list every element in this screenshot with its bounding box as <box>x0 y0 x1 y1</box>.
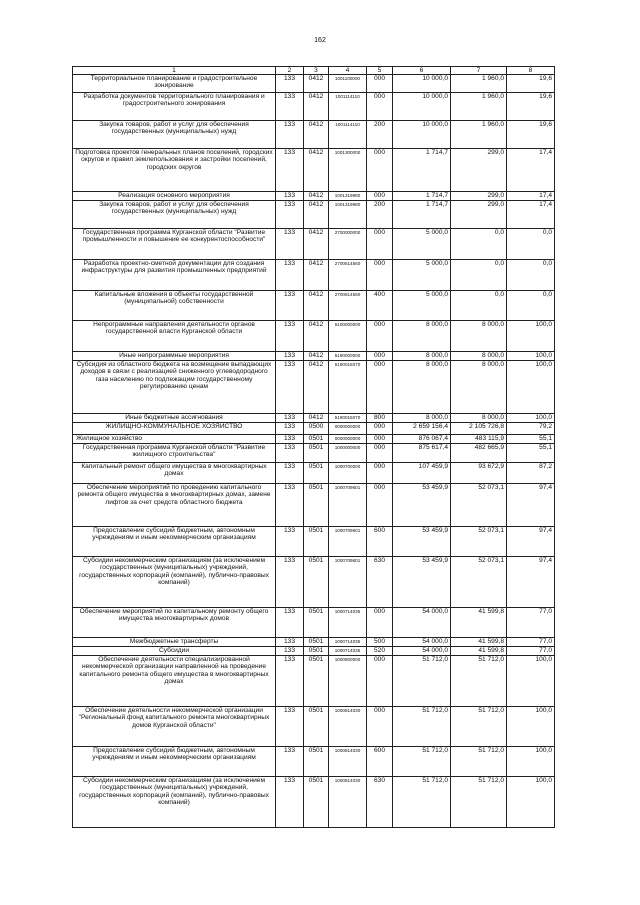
expense-type-code: 000 <box>367 321 393 352</box>
planned-amount: 107 459,9 <box>393 463 451 484</box>
row-name: Жилищное хозяйство <box>73 435 276 444</box>
planned-amount: 1 714,7 <box>393 192 451 201</box>
target-article-code: 1000709601 <box>329 527 367 557</box>
planned-amount: 8 000,0 <box>393 414 451 423</box>
section-code: 0501 <box>304 656 329 707</box>
target-article-code: 0000000000 <box>329 423 367 435</box>
target-article-code: 1000000000 <box>329 444 367 463</box>
target-article-code: 1001300000 <box>329 149 367 192</box>
expense-type-code: 630 <box>367 557 393 608</box>
row-name: Субсидия из областного бюджета на возмещение выпадающих доходов в связи с реализацией сниженного углеводородного газа населению по подлежащим государственному регулированию ценам <box>73 361 276 414</box>
admin-code: 133 <box>276 647 304 656</box>
column-number: 2 <box>276 67 304 75</box>
section-code: 0500 <box>304 423 329 435</box>
executed-amount: 52 073,1 <box>451 557 507 608</box>
admin-code: 133 <box>276 192 304 201</box>
expense-type-code: 000 <box>367 361 393 414</box>
execution-percent: 97,4 <box>507 484 555 527</box>
executed-amount: 299,0 <box>451 192 507 201</box>
execution-percent: 0,0 <box>507 291 555 321</box>
execution-percent: 19,6 <box>507 75 555 93</box>
column-number: 7 <box>451 67 507 75</box>
row-name: Субсидии некоммерческим организациям (за исключением государственных (муниципальных) учреждений, государственных корпораций (компаний), публично-правовых компаний) <box>73 557 276 608</box>
target-article-code: 1000700000 <box>329 463 367 484</box>
target-article-code: 1000714035 <box>329 638 367 647</box>
target-article-code: 1001319980 <box>329 201 367 229</box>
admin-code: 133 <box>276 75 304 93</box>
expense-type-code: 000 <box>367 75 393 93</box>
execution-percent: 55,1 <box>507 444 555 463</box>
admin-code: 133 <box>276 444 304 463</box>
planned-amount: 54 000,0 <box>393 638 451 647</box>
planned-amount: 8 000,0 <box>393 361 451 414</box>
execution-percent: 79,2 <box>507 423 555 435</box>
target-article-code: 1000709601 <box>329 557 367 608</box>
section-code: 0412 <box>304 149 329 192</box>
table-row <box>73 93 555 121</box>
row-name: Обеспечение деятельности специализированной некоммерческой организации направленной на проведение капитального ремонта общего имущества в многоквартирных домах <box>73 656 276 707</box>
executed-amount: 1 960,0 <box>451 93 507 121</box>
table-row <box>73 229 555 260</box>
expense-type-code: 000 <box>367 484 393 527</box>
column-number: 3 <box>304 67 329 75</box>
execution-percent: 100,0 <box>507 707 555 747</box>
expense-type-code: 000 <box>367 260 393 291</box>
section-code: 0501 <box>304 777 329 828</box>
expense-type-code: 800 <box>367 414 393 423</box>
row-name: ЖИЛИЩНО-КОММУНАЛЬНОЕ ХОЗЯЙСТВО <box>73 423 276 435</box>
planned-amount: 51 712,0 <box>393 656 451 707</box>
table-row <box>73 192 555 201</box>
planned-amount: 51 712,0 <box>393 747 451 777</box>
admin-code: 133 <box>276 777 304 828</box>
section-code: 0501 <box>304 463 329 484</box>
page-number: 162 <box>314 37 326 44</box>
row-name: Капитальный ремонт общего имущества в многоквартирных домах <box>73 463 276 484</box>
planned-amount: 53 459,9 <box>393 557 451 608</box>
admin-code: 133 <box>276 414 304 423</box>
section-code: 0501 <box>304 608 329 638</box>
execution-percent: 0,0 <box>507 229 555 260</box>
execution-percent: 100,0 <box>507 352 555 361</box>
row-name: Обеспечение мероприятий по проведению капитального ремонта общего имущества в многоквартирных домах, замене лифтов за счет средств областного бюджета <box>73 484 276 527</box>
table-row <box>73 149 555 192</box>
target-article-code: 1001114110 <box>329 121 367 149</box>
column-number-row <box>73 67 555 75</box>
target-article-code: 1001319980 <box>329 192 367 201</box>
execution-percent: 17,4 <box>507 149 555 192</box>
executed-amount: 51 712,0 <box>451 777 507 828</box>
column-number: 8 <box>507 67 555 75</box>
planned-amount: 5 000,0 <box>393 260 451 291</box>
row-name: Подготовка проектов генеральных планов поселений, городских округов и правил землепользования и застройки поселений, городских округов <box>73 149 276 192</box>
target-article-code: 1001114110 <box>329 93 367 121</box>
row-name: Предоставление субсидий бюджетным, автономным учреждениям и иным некоммерческим организациям <box>73 747 276 777</box>
admin-code: 133 <box>276 423 304 435</box>
target-article-code: 2700614560 <box>329 291 367 321</box>
admin-code: 133 <box>276 656 304 707</box>
section-code: 0412 <box>304 75 329 93</box>
table-body <box>73 75 555 828</box>
admin-code: 133 <box>276 121 304 149</box>
executed-amount: 8 000,0 <box>451 414 507 423</box>
target-article-code: 1000800000 <box>329 656 367 707</box>
section-code: 0501 <box>304 557 329 608</box>
planned-amount: 8 000,0 <box>393 352 451 361</box>
execution-percent: 17,4 <box>507 201 555 229</box>
expense-type-code: 200 <box>367 121 393 149</box>
execution-percent: 19,6 <box>507 93 555 121</box>
expense-type-code: 000 <box>367 707 393 747</box>
column-number: 4 <box>329 67 367 75</box>
admin-code: 133 <box>276 229 304 260</box>
row-name: Иные бюджетные ассигнования <box>73 414 276 423</box>
planned-amount: 2 659 156,4 <box>393 423 451 435</box>
row-name: Иные непрограммные мероприятия <box>73 352 276 361</box>
target-article-code: 5190000000 <box>329 352 367 361</box>
table-row <box>73 463 555 484</box>
row-name: Предоставление субсидий бюджетным, автономным учреждениям и иным некоммерческим организациям <box>73 527 276 557</box>
section-code: 0501 <box>304 527 329 557</box>
table-row <box>73 444 555 463</box>
planned-amount: 875 617,4 <box>393 444 451 463</box>
expense-type-code: 000 <box>367 435 393 444</box>
row-name: Реализация основного мероприятия <box>73 192 276 201</box>
execution-percent: 17,4 <box>507 192 555 201</box>
expense-type-code: 000 <box>367 444 393 463</box>
executed-amount: 2 105 726,8 <box>451 423 507 435</box>
executed-amount: 8 000,0 <box>451 321 507 352</box>
execution-percent: 100,0 <box>507 656 555 707</box>
target-article-code: 1000714035 <box>329 608 367 638</box>
planned-amount: 54 000,0 <box>393 608 451 638</box>
executed-amount: 483 115,9 <box>451 435 507 444</box>
expense-type-code: 000 <box>367 93 393 121</box>
section-code: 0501 <box>304 747 329 777</box>
table-row <box>73 414 555 423</box>
planned-amount: 5 000,0 <box>393 291 451 321</box>
expense-type-code: 000 <box>367 608 393 638</box>
admin-code: 133 <box>276 149 304 192</box>
executed-amount: 8 000,0 <box>451 352 507 361</box>
expense-type-code: 600 <box>367 527 393 557</box>
row-name: Субсидии <box>73 647 276 656</box>
row-name: Субсидии некоммерческим организациям (за исключением государственных (муниципальных) учреждений, государственных корпораций (компаний), публично-правовых компаний) <box>73 777 276 828</box>
planned-amount: 51 712,0 <box>393 777 451 828</box>
table-row <box>73 656 555 707</box>
row-name: Разработка проектно-сметной документации для создания инфраструктуры для развития промышленных предприятий <box>73 260 276 291</box>
row-name: Закупка товаров, работ и услуг для обеспечения государственных (муниципальных) нужд <box>73 201 276 229</box>
row-name: Государственная программа Курганской области "Развитие жилищного строительства" <box>73 444 276 463</box>
target-article-code: 5100000000 <box>329 321 367 352</box>
executed-amount: 0,0 <box>451 229 507 260</box>
execution-percent: 100,0 <box>507 321 555 352</box>
executed-amount: 8 000,0 <box>451 361 507 414</box>
admin-code: 133 <box>276 361 304 414</box>
expense-type-code: 000 <box>367 463 393 484</box>
row-name: Обеспечение деятельности некоммерческой организации "Региональный фонд капитального ремонта многоквартирных домов Курганской области" <box>73 707 276 747</box>
section-code: 0501 <box>304 638 329 647</box>
admin-code: 133 <box>276 707 304 747</box>
execution-percent: 77,0 <box>507 647 555 656</box>
section-code: 0412 <box>304 121 329 149</box>
planned-amount: 10 000,0 <box>393 121 451 149</box>
expense-type-code: 500 <box>367 638 393 647</box>
executed-amount: 299,0 <box>451 201 507 229</box>
section-code: 0412 <box>304 361 329 414</box>
expense-type-code: 000 <box>367 192 393 201</box>
section-code: 0412 <box>304 291 329 321</box>
target-article-code: 1000709601 <box>329 484 367 527</box>
planned-amount: 876 067,4 <box>393 435 451 444</box>
table-row <box>73 777 555 828</box>
table-row <box>73 361 555 414</box>
section-code: 0501 <box>304 484 329 527</box>
execution-percent: 0,0 <box>507 260 555 291</box>
executed-amount: 482 665,9 <box>451 444 507 463</box>
table-row <box>73 707 555 747</box>
expense-type-code: 000 <box>367 423 393 435</box>
planned-amount: 51 712,0 <box>393 707 451 747</box>
execution-percent: 100,0 <box>507 414 555 423</box>
expense-type-code: 000 <box>367 229 393 260</box>
target-article-code: 1000814030 <box>329 747 367 777</box>
table-row <box>73 527 555 557</box>
admin-code: 133 <box>276 435 304 444</box>
admin-code: 133 <box>276 201 304 229</box>
executed-amount: 1 960,0 <box>451 75 507 93</box>
target-article-code: 1001100000 <box>329 75 367 93</box>
expense-type-code: 400 <box>367 291 393 321</box>
table-row <box>73 121 555 149</box>
execution-percent: 87,2 <box>507 463 555 484</box>
target-article-code: 2700614560 <box>329 260 367 291</box>
planned-amount: 53 459,9 <box>393 527 451 557</box>
expense-type-code: 630 <box>367 777 393 828</box>
section-code: 0501 <box>304 707 329 747</box>
section-code: 0412 <box>304 414 329 423</box>
executed-amount: 41 599,8 <box>451 647 507 656</box>
target-article-code: 1000714035 <box>329 647 367 656</box>
row-name: Государственная программа Курганской области "Развитие промышленности и повышение ее конкурентоспособности" <box>73 229 276 260</box>
admin-code: 133 <box>276 352 304 361</box>
target-article-code: 0000000000 <box>329 435 367 444</box>
row-name: Капитальные вложения в объекты государственной (муниципальной) собственности <box>73 291 276 321</box>
executed-amount: 41 599,8 <box>451 608 507 638</box>
admin-code: 133 <box>276 463 304 484</box>
section-code: 0412 <box>304 352 329 361</box>
admin-code: 133 <box>276 638 304 647</box>
target-article-code: 2700000000 <box>329 229 367 260</box>
row-name: Обеспечение мероприятий по капитальному ремонту общего имущества многоквартирных домов <box>73 608 276 638</box>
admin-code: 133 <box>276 260 304 291</box>
execution-percent: 97,4 <box>507 557 555 608</box>
expense-type-code: 520 <box>367 647 393 656</box>
column-number: 6 <box>393 67 451 75</box>
admin-code: 133 <box>276 747 304 777</box>
row-name: Территориальное планирование и градостроительное зонирование <box>73 75 276 93</box>
expense-type-code: 000 <box>367 352 393 361</box>
section-code: 0501 <box>304 435 329 444</box>
executed-amount: 0,0 <box>451 291 507 321</box>
admin-code: 133 <box>276 93 304 121</box>
row-name: Закупка товаров, работ и услуг для обеспечения государственных (муниципальных) нужд <box>73 121 276 149</box>
table-row <box>73 484 555 527</box>
row-name: Межбюджетные трансферты <box>73 638 276 647</box>
admin-code: 133 <box>276 321 304 352</box>
table-row <box>73 638 555 647</box>
planned-amount: 1 714,7 <box>393 149 451 192</box>
table-row <box>73 75 555 93</box>
column-number: 1 <box>73 67 276 75</box>
executed-amount: 1 960,0 <box>451 121 507 149</box>
executed-amount: 93 672,9 <box>451 463 507 484</box>
execution-percent: 77,0 <box>507 608 555 638</box>
row-name: Разработка документов территориального планирования и градостроительного зонирования <box>73 93 276 121</box>
execution-percent: 100,0 <box>507 361 555 414</box>
table-row <box>73 747 555 777</box>
executed-amount: 52 073,1 <box>451 527 507 557</box>
table-row <box>73 201 555 229</box>
target-article-code: 1000814030 <box>329 707 367 747</box>
table-row <box>73 608 555 638</box>
table-row <box>73 291 555 321</box>
budget-execution-table <box>72 66 555 828</box>
section-code: 0412 <box>304 192 329 201</box>
planned-amount: 8 000,0 <box>393 321 451 352</box>
executed-amount: 51 712,0 <box>451 747 507 777</box>
table-row <box>73 557 555 608</box>
section-code: 0412 <box>304 93 329 121</box>
planned-amount: 1 714,7 <box>393 201 451 229</box>
table-row <box>73 423 555 435</box>
section-code: 0412 <box>304 201 329 229</box>
executed-amount: 51 712,0 <box>451 656 507 707</box>
expense-type-code: 200 <box>367 201 393 229</box>
target-article-code: 1000814030 <box>329 777 367 828</box>
section-code: 0412 <box>304 321 329 352</box>
table-row <box>73 352 555 361</box>
planned-amount: 5 000,0 <box>393 229 451 260</box>
execution-percent: 77,0 <box>507 638 555 647</box>
section-code: 0501 <box>304 444 329 463</box>
admin-code: 133 <box>276 527 304 557</box>
table-row <box>73 647 555 656</box>
section-code: 0412 <box>304 229 329 260</box>
section-code: 0501 <box>304 647 329 656</box>
planned-amount: 10 000,0 <box>393 93 451 121</box>
admin-code: 133 <box>276 608 304 638</box>
expense-type-code: 000 <box>367 656 393 707</box>
planned-amount: 54 000,0 <box>393 647 451 656</box>
execution-percent: 19,6 <box>507 121 555 149</box>
executed-amount: 51 712,0 <box>451 707 507 747</box>
executed-amount: 41 599,8 <box>451 638 507 647</box>
executed-amount: 52 073,1 <box>451 484 507 527</box>
row-name: Непрограммные направления деятельности органов государственной власти Курганской области <box>73 321 276 352</box>
admin-code: 133 <box>276 484 304 527</box>
table-row <box>73 260 555 291</box>
table-row <box>73 321 555 352</box>
planned-amount: 10 000,0 <box>393 75 451 93</box>
admin-code: 133 <box>276 291 304 321</box>
executed-amount: 0,0 <box>451 260 507 291</box>
expense-type-code: 600 <box>367 747 393 777</box>
admin-code: 133 <box>276 557 304 608</box>
target-article-code: 5190015070 <box>329 414 367 423</box>
execution-percent: 97,4 <box>507 527 555 557</box>
section-code: 0412 <box>304 260 329 291</box>
table-row <box>73 435 555 444</box>
execution-percent: 55,1 <box>507 435 555 444</box>
column-number: 5 <box>367 67 393 75</box>
expense-type-code: 000 <box>367 149 393 192</box>
target-article-code: 5190015070 <box>329 361 367 414</box>
executed-amount: 299,0 <box>451 149 507 192</box>
execution-percent: 100,0 <box>507 777 555 828</box>
execution-percent: 100,0 <box>507 747 555 777</box>
planned-amount: 53 459,9 <box>393 484 451 527</box>
